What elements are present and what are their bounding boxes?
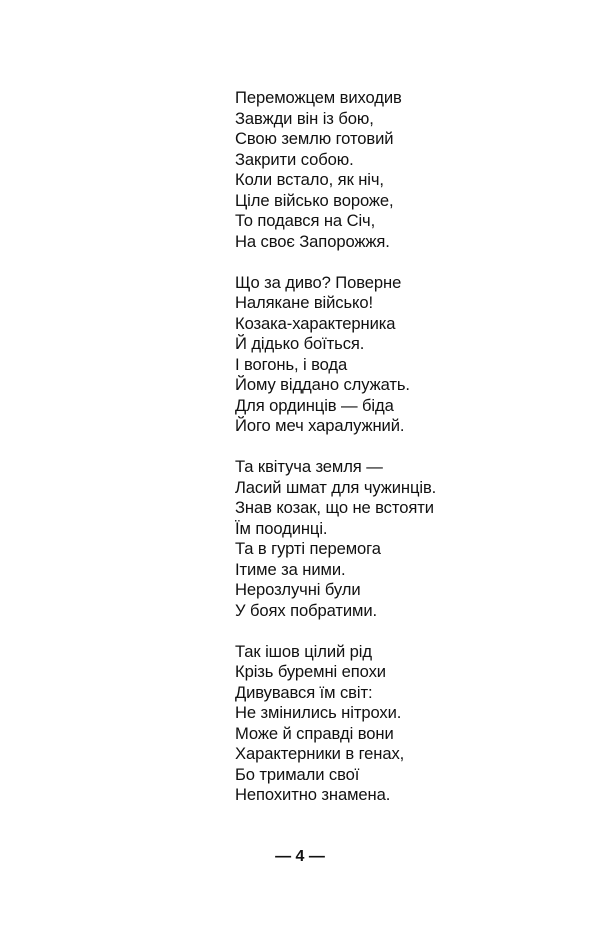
poem-line: Завжди він із бою, xyxy=(235,108,374,128)
poem-line: Бо тримали свої xyxy=(235,764,360,784)
poem-line: Коли встало, як ніч, xyxy=(235,170,384,189)
stanza-4 xyxy=(235,642,575,806)
poem-line: Їм поодинці. xyxy=(235,518,328,538)
poem-line: Характерники в генах, xyxy=(235,744,405,763)
poem-line: Переможцем виходив xyxy=(235,88,402,107)
poem-line: Дивувався їм світ: xyxy=(235,682,373,702)
poem-line: Й дідько боїться. xyxy=(235,334,365,353)
poem-line: Налякане військо! xyxy=(235,293,374,312)
poem-line: Ітиме за ними. xyxy=(235,559,346,579)
stanza-1 xyxy=(235,88,575,252)
poem-line: Не змінились нітрохи. xyxy=(235,703,402,722)
poem-line: Ласий шмат для чужинців. xyxy=(235,477,437,497)
poem-line: Крізь буремні епохи xyxy=(235,662,386,681)
poem-line: Для ординців — біда xyxy=(235,395,394,415)
poem-line: У боях побратими. xyxy=(235,600,378,620)
poem-line: Закрити собою. xyxy=(235,149,354,169)
poem-line: Йому віддано служать. xyxy=(235,375,410,394)
poem-line: Та в гурті перемога xyxy=(235,539,381,558)
poem-line: І вогонь, і вода xyxy=(235,354,348,374)
poem-line: Що за диво? Поверне xyxy=(235,272,402,292)
page-number: — 4 — xyxy=(275,848,325,865)
poem-line: Та квітуча земля — xyxy=(235,457,383,476)
poem-line: Так ішов цілий рід xyxy=(235,641,372,661)
stanza-2 xyxy=(235,273,575,437)
poem xyxy=(235,88,575,826)
poem-line: Козака-характерника xyxy=(235,313,396,333)
poem-line: Може й справді вони xyxy=(235,723,394,743)
poem-line: То подався на Січ, xyxy=(235,211,376,230)
poem-line: Непохитно знамена. xyxy=(235,785,391,804)
poem-line: Свою землю готовий xyxy=(235,129,394,148)
poem-line: Нерозлучні були xyxy=(235,580,361,599)
poem-line: Знав козак, що не встояти xyxy=(235,498,434,517)
stanza-3 xyxy=(235,457,575,621)
poem-line: Його меч харалужний. xyxy=(235,416,405,435)
poem-line: Ціле військо вороже, xyxy=(235,190,394,210)
poem-line: На своє Запорожжя. xyxy=(235,231,390,251)
